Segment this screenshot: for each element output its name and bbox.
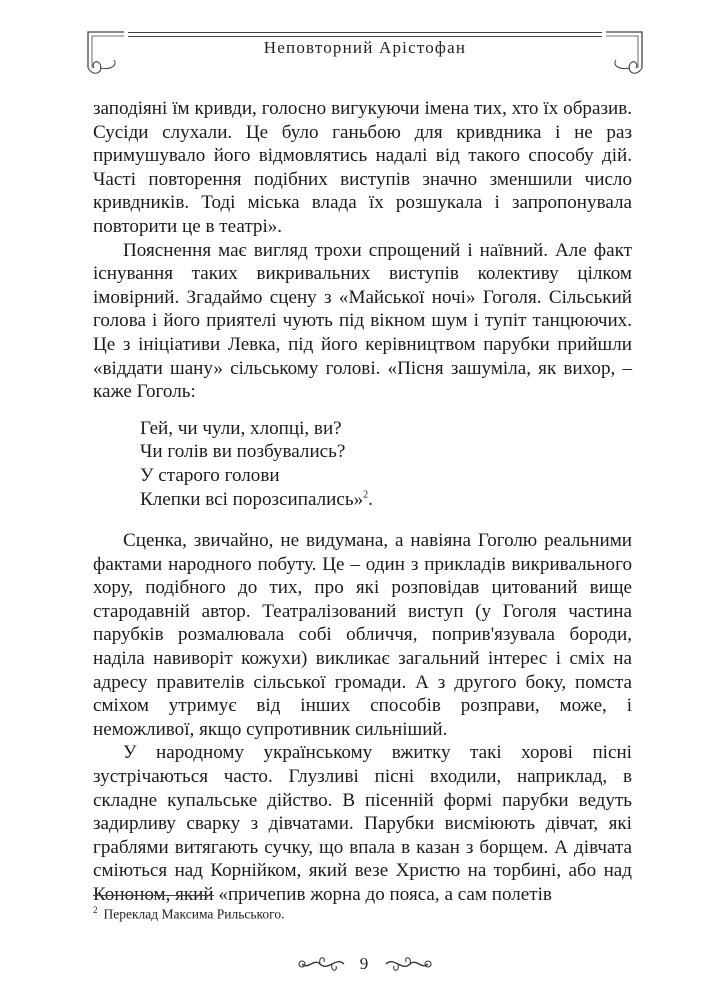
poem-line-3: У старого голови xyxy=(140,464,280,486)
poem-line-1: Гей, чи чули, хлопці, ви? xyxy=(140,417,342,439)
paragraph-4: У народному українському вжитку такі хорові пісні зустрічаються часто. Глузливі пісні входили, наприклад, в складне купальське дійство. В пісенній формі парубки ведуть задирливу сварку з дівчатами. Парубки висміюють дівчат, які граблями витягають сучку, що впала в казан з борщем. А дівчата сміються над Корнійком, який везе Христю на торбині, або над Кононом, який «причепив жорна до пояса, а сам полетів xyxy=(93,742,632,905)
running-header-title: Неповторний Арістофан xyxy=(263,38,467,57)
poem-line-4-end: . xyxy=(368,488,373,510)
poem-quote xyxy=(140,417,632,511)
header-rule-bottom xyxy=(128,36,602,37)
footnote-mark: 2 xyxy=(93,905,98,915)
body-text xyxy=(93,97,632,907)
page-number: 9 xyxy=(359,954,369,973)
footer-ornament-left-icon xyxy=(296,952,346,976)
poem-line-4-text: Клепки всі порозсипались» xyxy=(140,488,364,510)
header-rule-top xyxy=(128,32,602,33)
paragraph-3: Сценка, звичайно, не видумана, а навіяна Гоголю реальними фактами народного побуту. Це – один з прикладів викривального хору, подібного до тих, про які розповідав цитований вище стародавній автор. Театралізований виступ (у Гоголя частина парубків розмалювала собі обличчя, поприв'язувала бороди, наділа навиворіт кожухи) викликає загальний інтерес і сміх на адресу правителів сільської громади. А з другого боку, помста сміхом утримує від інших способів розправи, може, і неможливої, якщо супротивник сильніший. xyxy=(93,530,632,740)
paragraph-2: Пояснення має вигляд трохи спрощений і наївний. Але факт існування таких викривальних виступів колективу цілком імовірний. Згадаймо сцену з «Майської ночі» Гоголя. Сільський голова і його приятелі чують під вікном шум і тупіт танцюючих. Це з ініціативи Левка, під його керівництвом парубки прийшли «віддати шану» сільському голові. «Пісня зашуміла, як вихор, – каже Гоголь: xyxy=(93,239,632,403)
footer-ornament-right-icon xyxy=(384,952,434,976)
poem-line-2: Чи голів ви позбувались? xyxy=(140,441,346,463)
page-footer xyxy=(0,950,728,978)
poem-line-4 xyxy=(140,488,632,512)
footnote-text: Переклад Максима Рильського. xyxy=(103,906,285,922)
paragraph-1: заподіяні їм кривди, голосно вигукуючи імена тих, хто їх образив. Сусіди слухали. Це було ганьбою для кривдника і не раз примушувало його відмовлятись надалі від такого способу дій. Часті повторення подібних виступів значно зменшили число кривдників. Тоді міська влада їх розшукала і запропонувала повторити це в театрі». xyxy=(93,98,632,237)
footnote xyxy=(93,905,285,923)
footnote-reference[interactable]: 2 xyxy=(363,489,369,501)
running-header xyxy=(88,28,642,78)
footnote-separator xyxy=(93,895,214,896)
header-ornament-right-icon xyxy=(600,28,646,78)
